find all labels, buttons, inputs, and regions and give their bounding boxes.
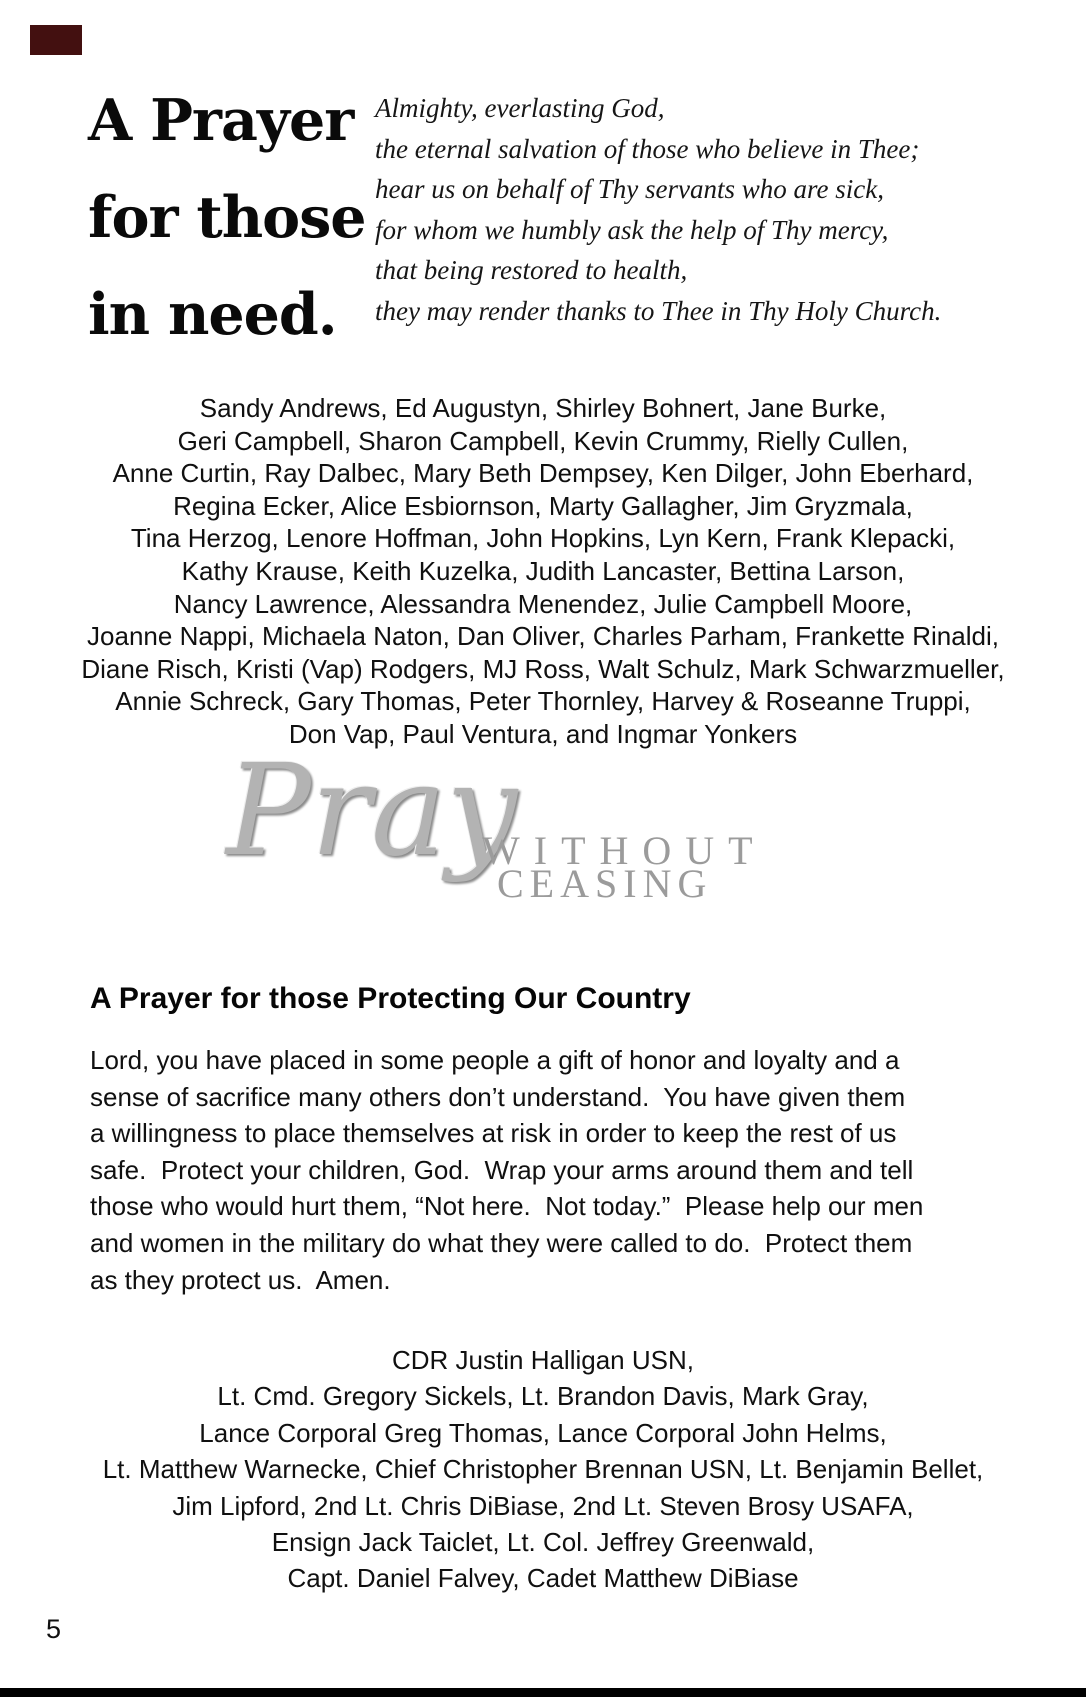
prayer-names-list	[0, 392, 1086, 751]
names-line: Lt. Matthew Warnecke, Chief Christopher Brennan USN, Lt. Benjamin Bellet,	[102, 1454, 984, 1485]
text-line: the eternal salvation of those who believe in Thee;	[375, 133, 920, 164]
text-line: a willingness to place themselves at risk in order to keep the rest of us	[90, 1118, 897, 1149]
text-line: for whom we humbly ask the help of Thy mercy,	[375, 214, 889, 245]
names-line: Lt. Cmd. Gregory Sickels, Lt. Brandon Davis, Mark Gray,	[217, 1381, 869, 1412]
names-line: Lance Corporal Greg Thomas, Lance Corporal John Helms,	[199, 1417, 887, 1448]
names-line: Nancy Lawrence, Alessandra Menendez, Julie Campbell Moore,	[173, 588, 913, 619]
names-line: Joanne Nappi, Michaela Naton, Dan Oliver, Charles Parham, Frankette Rinaldi,	[87, 621, 999, 652]
pray-script-word: Pray	[226, 737, 518, 884]
military-names-list	[0, 1342, 1086, 1597]
names-line: Geri Campbell, Sharon Campbell, Kevin Crummy, Rielly Cullen,	[177, 425, 909, 456]
names-line: Jim Lipford, 2nd Lt. Chris DiBiase, 2nd Lt. Steven Brosy USAFA,	[172, 1490, 914, 1521]
text-line: and women in the military do what they were called to do. Protect them	[90, 1227, 913, 1258]
names-line: Diane Risch, Kristi (Vap) Rodgers, MJ Ross, Walt Schulz, Mark Schwarzmueller,	[81, 653, 1005, 684]
text-line: those who would hurt them, “Not here. Not today.” Please help our men	[90, 1191, 924, 1222]
without-caps-text: WITHOUT	[482, 828, 767, 873]
names-line: Don Vap, Paul Ventura, and Ingmar Yonkers	[288, 718, 798, 749]
title-line: A Prayer	[88, 87, 354, 154]
names-line: Sandy Andrews, Ed Augustyn, Shirley Bohnert, Jane Burke,	[199, 393, 887, 423]
title-line: in need.	[88, 281, 337, 348]
names-line: CDR Justin Halligan USN,	[392, 1345, 694, 1375]
text-line: safe. Protect your children, God. Wrap your arms around them and tell	[90, 1154, 914, 1185]
ceasing-caps-text: CEASING	[497, 861, 713, 906]
names-line: Capt. Daniel Falvey, Cadet Matthew DiBiase	[287, 1563, 799, 1594]
names-line: Tina Herzog, Lenore Hoffman, John Hopkins, Lyn Kern, Frank Klepacki,	[130, 523, 956, 554]
text-line: as they protect us. Amen.	[90, 1264, 391, 1295]
corner-mark	[30, 25, 82, 55]
text-line: they may render thanks to Thee in Thy Holy Church.	[375, 295, 942, 326]
text-line: that being restored to health,	[375, 255, 688, 285]
names-line: Ensign Jack Taiclet, Lt. Col. Jeffrey Greenwald,	[271, 1527, 815, 1558]
page-number: 5	[46, 1614, 62, 1644]
names-line: Annie Schreck, Gary Thomas, Peter Thornley, Harvey & Roseanne Truppi,	[115, 686, 971, 717]
bottom-bar	[0, 1688, 1086, 1697]
names-line: Kathy Krause, Keith Kuzelka, Judith Lancaster, Bettina Larson,	[181, 555, 905, 586]
page-title	[88, 72, 366, 363]
text-line: Lord, you have placed in some people a gift of honor and loyalty and a	[90, 1045, 900, 1075]
country-prayer-text	[90, 1042, 923, 1298]
sick-prayer-text	[375, 88, 941, 331]
title-line: for those	[88, 184, 366, 251]
names-line: Anne Curtin, Ray Dalbec, Mary Beth Dempsey, Ken Dilger, John Eberhard,	[112, 458, 974, 489]
text-line: sense of sacrifice many others don’t understand. You have given them	[90, 1081, 906, 1112]
section-heading: A Prayer for those Protecting Our Country	[90, 982, 691, 1015]
text-line: hear us on behalf of Thy servants who are sick,	[375, 174, 884, 204]
text-line: Almighty, everlasting God,	[375, 93, 665, 123]
names-line: Regina Ecker, Alice Esbiornson, Marty Gallagher, Jim Gryzmala,	[173, 490, 913, 521]
